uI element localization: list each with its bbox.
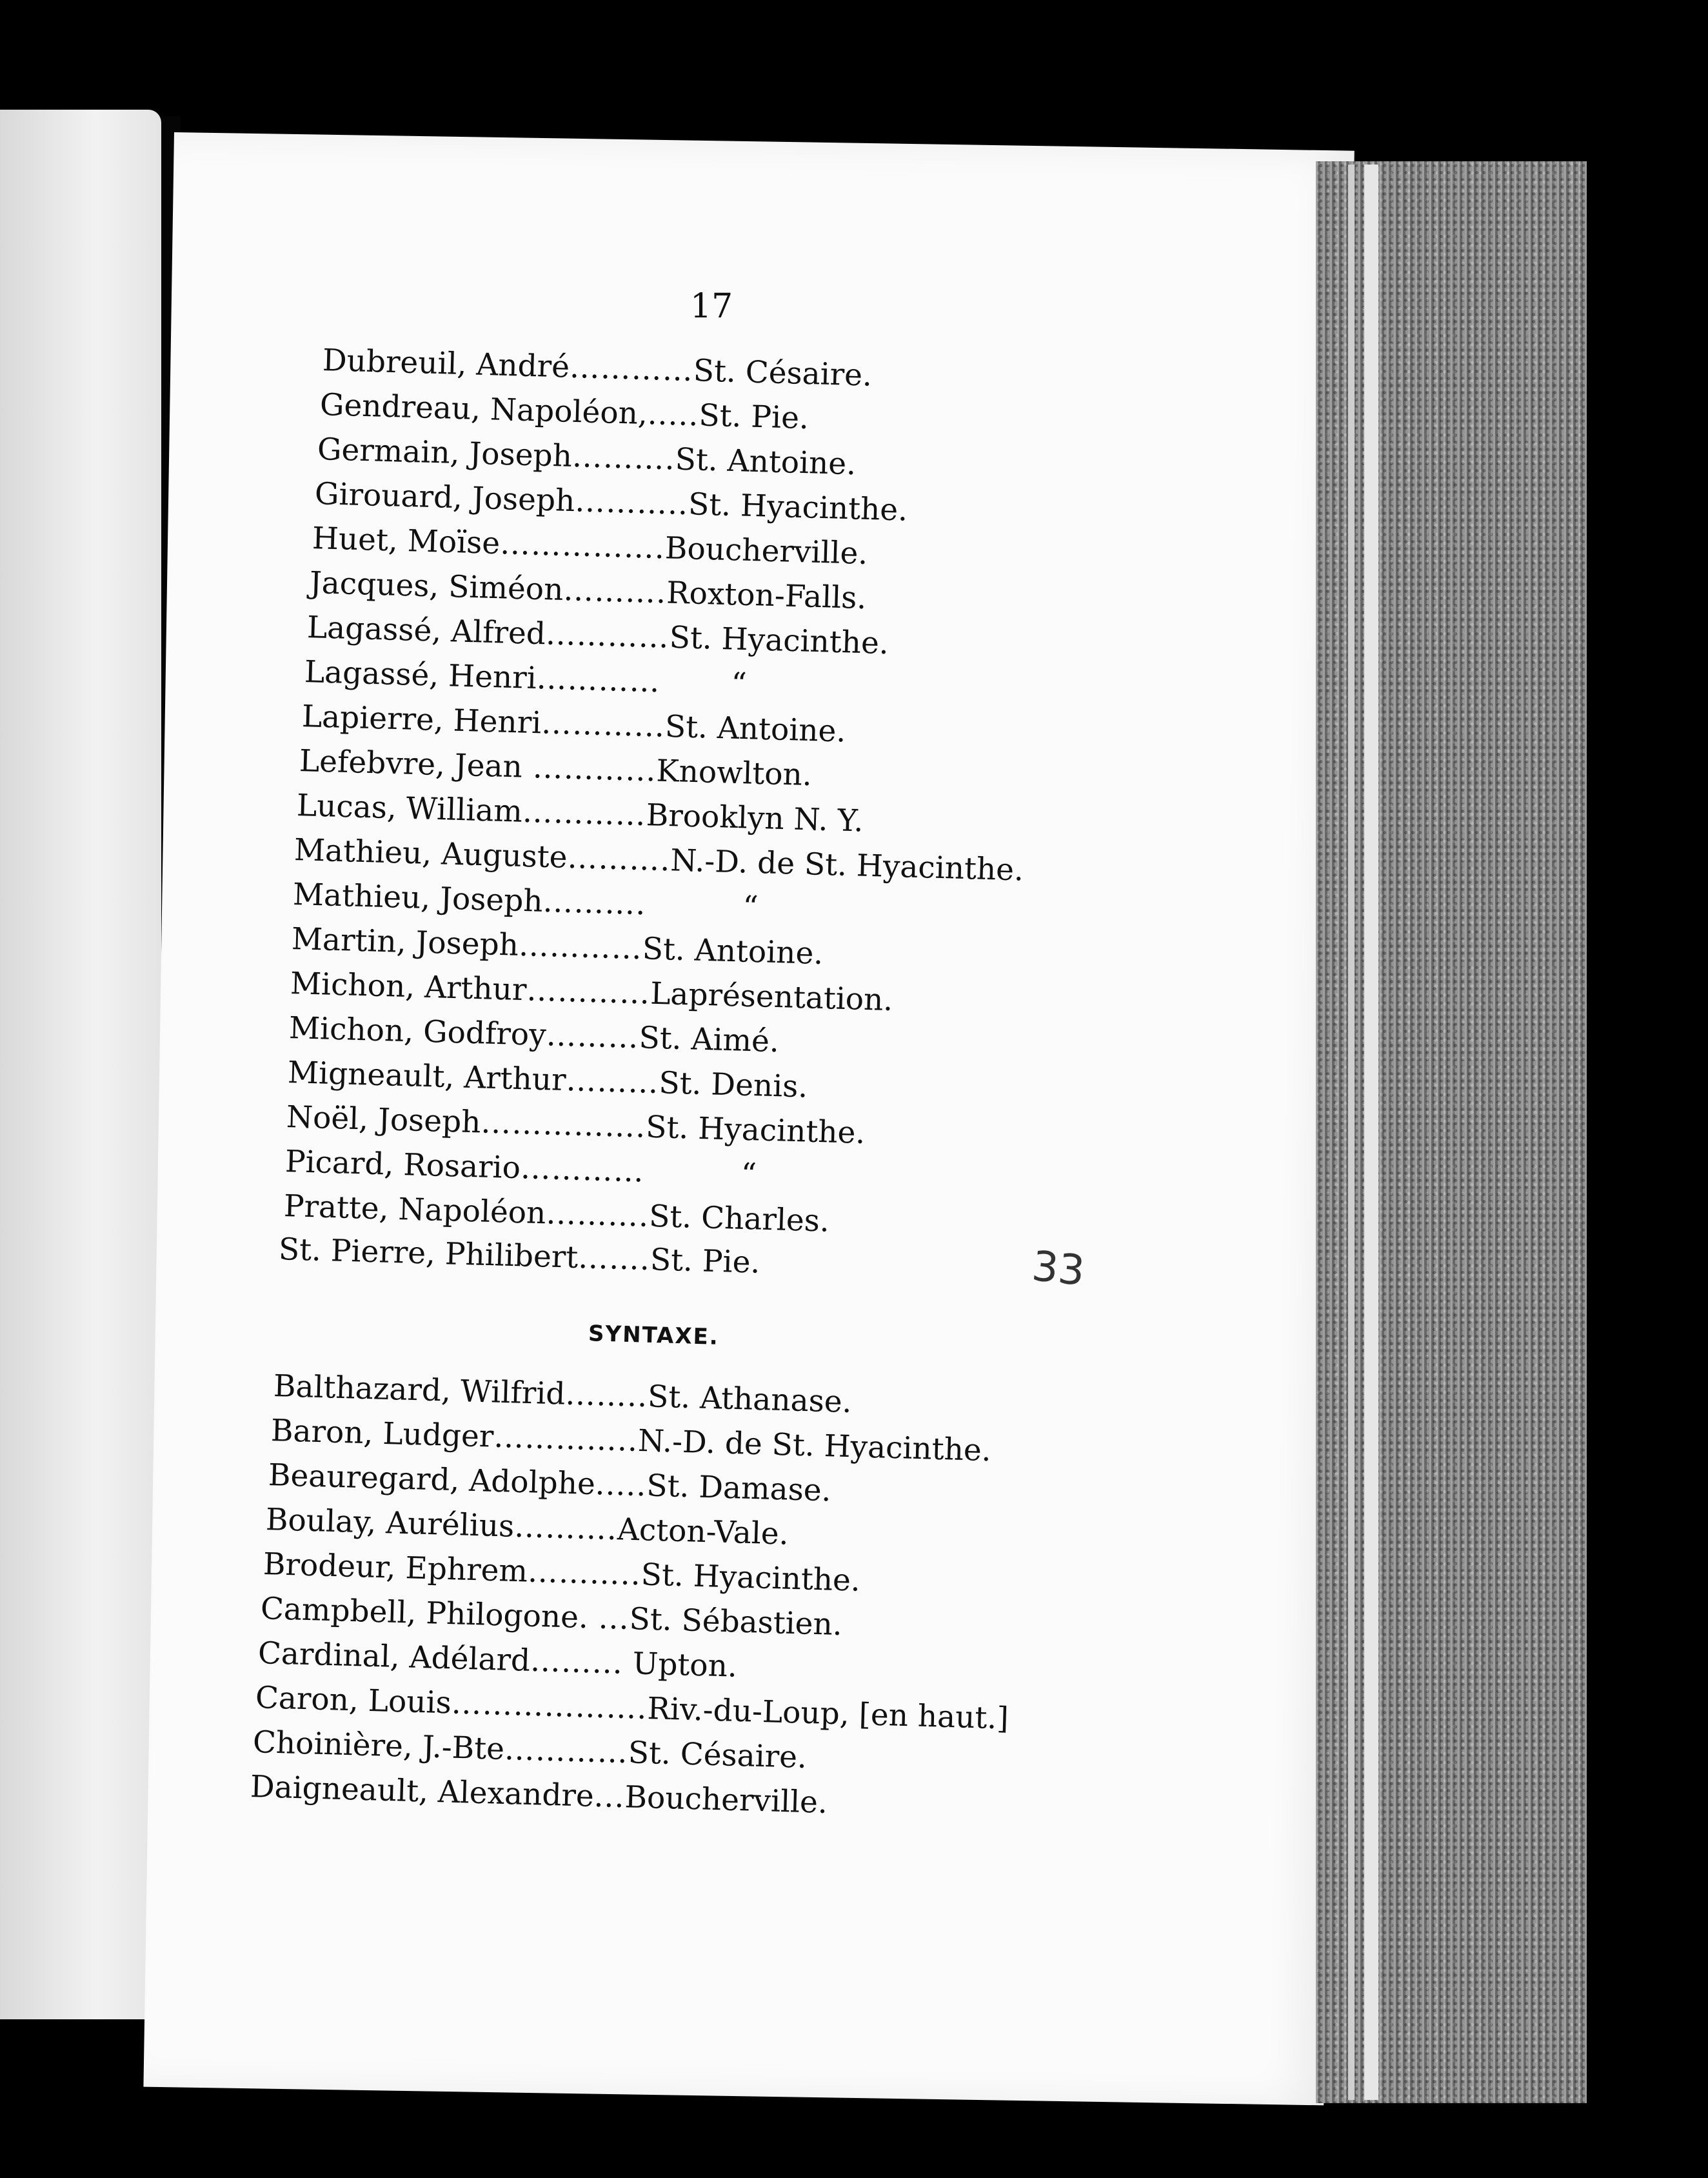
student-place: St. Antoine.	[675, 441, 857, 483]
list-item	[268, 1457, 831, 1510]
student-name: Migneault, Arthur	[287, 1055, 567, 1099]
leader-dots: ………...	[522, 749, 657, 789]
student-name: Michon, Godfroy	[288, 1010, 547, 1054]
student-place: St. Charles.	[648, 1198, 830, 1239]
leader-dots: ……...	[530, 1643, 624, 1681]
leader-dots: …………	[518, 927, 643, 967]
leader-dots: …………	[504, 1731, 629, 1771]
leader-dots: ……….	[513, 1508, 618, 1548]
student-name: Pratte, Napoléon	[283, 1188, 547, 1232]
student-place: St. Césaire.	[628, 1735, 808, 1775]
student-name: Lagassé, Henri	[304, 654, 537, 697]
student-name: Dubreuil, André	[322, 343, 570, 385]
leader-dots: …………	[545, 616, 670, 655]
student-place: St. Hyacinthe.	[640, 1557, 861, 1599]
student-place: Boucherville.	[664, 530, 869, 572]
student-place: “	[742, 889, 759, 926]
student-place: St. Hyacinthe.	[669, 619, 889, 662]
list-item	[250, 1768, 828, 1822]
list-item	[260, 1590, 842, 1644]
student-place: Laprésentation.	[650, 975, 894, 1019]
student-name: Beauregard, Adolphe	[268, 1457, 596, 1503]
student-place: St. Athanase.	[647, 1379, 853, 1421]
student-name: Jacques, Siméon	[309, 565, 564, 608]
student-name: St. Pierre, Philibert	[278, 1232, 579, 1275]
student-place: St. Hyacinthe.	[688, 486, 908, 528]
leader-dots: …………..	[493, 1419, 639, 1459]
section-heading: SYNTAXE.	[588, 1321, 720, 1350]
student-name: Mathieu, Auguste	[293, 832, 568, 875]
list-item	[319, 386, 809, 437]
leader-dots: …………….	[480, 1104, 647, 1145]
list-item	[278, 1231, 760, 1282]
list-item	[306, 609, 889, 663]
student-place: St. Antoine.	[642, 931, 824, 972]
leader-dots: ……….	[571, 439, 676, 477]
leader-dots: ……….	[566, 839, 671, 879]
student-name: Martin, Joseph	[291, 921, 519, 963]
leader-dots: .....	[595, 1466, 648, 1504]
leader-dots: …………….	[499, 526, 666, 566]
student-name: Boulay, Aurélius	[265, 1502, 515, 1544]
student-name: Lefebvre, Jean	[299, 743, 523, 785]
student-name: Gendreau, Napoléon,	[319, 387, 648, 432]
student-place: Knowlton.	[655, 753, 813, 794]
student-name: Huet, Moïse	[312, 521, 501, 562]
student-name: Cardinal, Adélard	[257, 1635, 531, 1679]
leader-dots: …………	[535, 661, 661, 700]
leader-dots: ………..	[574, 483, 689, 523]
leader-dots: ……….	[562, 572, 668, 611]
handwritten-margin-note: 33	[1029, 1242, 1087, 1296]
leader-dots: …………	[522, 794, 647, 834]
leader-dots: …….	[577, 1239, 651, 1278]
list-item	[301, 698, 846, 751]
leader-dots: ……..	[564, 1376, 648, 1415]
student-place: St. Damase.	[646, 1468, 832, 1509]
list-item	[265, 1501, 789, 1554]
student-name: Baron, Ludger	[270, 1413, 495, 1455]
list-item	[287, 1054, 808, 1106]
list-item	[299, 743, 812, 794]
student-name: Brodeur, Ephrem	[263, 1546, 528, 1590]
list-item	[314, 475, 908, 530]
student-name: Choinière, J.-Bte	[252, 1724, 505, 1767]
student-name: Mathieu, Joseph	[292, 877, 544, 919]
student-place: St. Pie.	[650, 1242, 761, 1281]
student-name: Picard, Rosario	[284, 1144, 521, 1186]
list-item	[290, 965, 893, 1019]
list-item	[283, 1188, 829, 1241]
leader-dots: ……………….	[450, 1685, 648, 1726]
student-name: Lucas, William	[296, 788, 523, 830]
student-place: St. Antoine.	[664, 708, 847, 750]
leader-dots: ……….	[542, 883, 647, 923]
page-number: 17	[690, 287, 733, 326]
leader-dots: ………...	[541, 705, 666, 744]
list-item	[312, 520, 868, 573]
student-place: St. Pie.	[698, 397, 809, 437]
student-place: St. Denis.	[658, 1065, 809, 1105]
list-item	[296, 787, 864, 841]
list-item	[288, 1010, 779, 1061]
leader-dots: .....	[647, 396, 700, 434]
student-name: Michon, Arthur	[290, 966, 528, 1008]
student-place: St. Sébastien.	[628, 1601, 843, 1643]
list-item	[292, 876, 759, 926]
student-name: Caron, Louis	[255, 1680, 452, 1721]
student-name: Lagassé, Alfred	[306, 610, 546, 652]
leader-dots: ……….	[545, 1195, 650, 1234]
student-name: Campbell, Philogone.	[260, 1591, 589, 1636]
list-item	[284, 1143, 757, 1194]
student-place: “	[730, 666, 748, 703]
leader-dots: ………	[565, 1063, 660, 1101]
list-item	[273, 1368, 852, 1421]
student-place: St. Césaire.	[693, 353, 873, 394]
leader-dots: ...	[593, 1778, 626, 1815]
student-place: Roxton-Falls.	[666, 575, 868, 617]
leader-dots: …………	[520, 1150, 645, 1190]
list-item	[263, 1546, 860, 1600]
leader-dots: ………	[545, 1017, 640, 1056]
list-item	[291, 921, 824, 973]
list-item	[317, 431, 857, 483]
student-place: N.-D. de St. Hyacinthe.	[637, 1423, 992, 1469]
student-place: “	[740, 1156, 757, 1193]
leader-dots: …………	[569, 349, 694, 389]
student-place: St. Aimé.	[638, 1020, 780, 1060]
student-place: Boucherville.	[624, 1779, 828, 1821]
student-place: Riv.-du-Loup, [en haut.]	[646, 1690, 1009, 1737]
list-item	[309, 564, 867, 617]
student-name: Noël, Joseph	[286, 1099, 482, 1141]
student-place: N.-D. de St. Hyacinthe.	[670, 843, 1024, 888]
leader-dots: …………	[526, 972, 651, 1012]
student-name: Germain, Joseph	[317, 432, 573, 475]
leader-dots: ...	[588, 1600, 630, 1637]
leader-dots: ………..	[527, 1554, 642, 1593]
student-place: St. Hyacinthe.	[645, 1109, 866, 1152]
student-name: Daigneault, Alexandre	[250, 1769, 595, 1814]
student-place: Acton-Vale.	[617, 1512, 789, 1552]
list-item	[257, 1635, 737, 1686]
student-name: Lapierre, Henri	[301, 699, 542, 741]
student-name: Balthazard, Wilfrid	[273, 1368, 566, 1412]
student-place: Upton.	[622, 1645, 738, 1684]
list-item	[322, 342, 873, 395]
student-name: Girouard, Joseph	[314, 476, 576, 519]
student-place: Brooklyn N. Y.	[646, 797, 864, 839]
list-item	[252, 1724, 808, 1777]
list-item	[286, 1099, 866, 1152]
list-item	[304, 654, 747, 703]
